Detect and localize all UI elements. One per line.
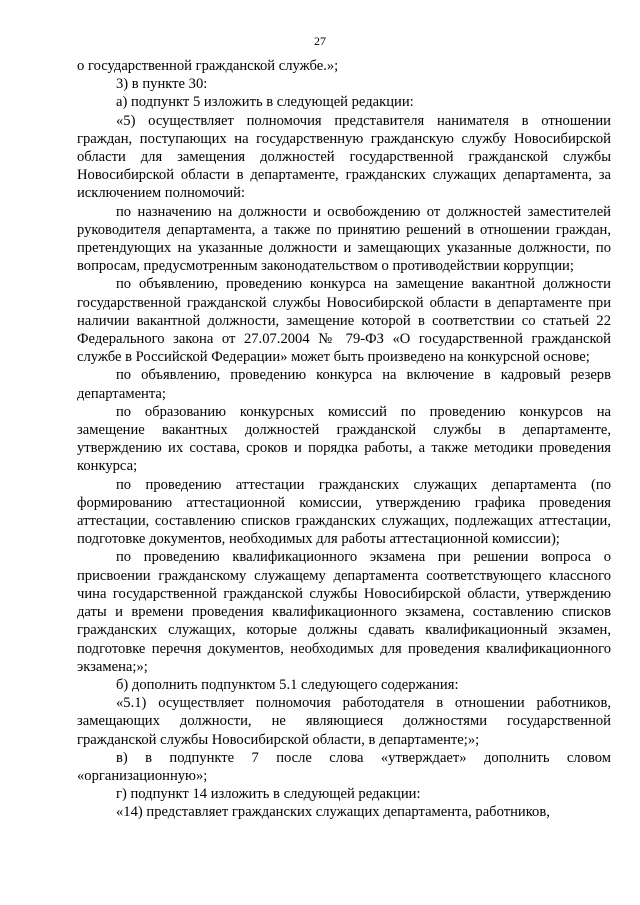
paragraph: г) подпункт 14 изложить в следующей редакции: <box>116 786 421 803</box>
paragraph: по объявлению, проведению конкурса на замещение вакантной должности государственной гражданской службы Новосибирской области в департаменте при наличии вакантной должности, замещение которой в соответствии со статьей 22 Федерального закона от 27.07.2004 № 79-ФЗ «О государственной гражданской службе в Российской Федерации» может быть произведено на конкурсной основе; <box>77 276 611 366</box>
paragraph: по проведению аттестации гражданских служащих департамента (по формированию аттестационной комиссии, утверждению графика проведения аттестации, составлению списков гражданских служащих, подлежащих аттестации, подготовке документов, необходимых для работы аттестационной комиссии); <box>77 476 611 548</box>
paragraph: по проведению квалификационного экзамена при решении вопроса о присвоении гражданскому служащему департамента соответствующего классного чина государственной гражданской службы Новосибирской области, утверждению даты и времени проведения квалификационного экзамена, составлению списков гражданских служащих, которые должны сдавать квалификационный экзамен, подготовке перечня документов, необходимых для проведения квалификационного экзамена;»; <box>77 549 611 675</box>
paragraph: в) в подпункте 7 после слова «утверждает» дополнить словом «организационную»; <box>77 749 611 784</box>
paragraph: 3) в пункте 30: <box>116 76 208 93</box>
paragraph: «14) представляет гражданских служащих департамента, работников, <box>116 804 550 821</box>
paragraph: б) дополнить подпунктом 5.1 следующего содержания: <box>116 676 459 693</box>
paragraph: по назначению на должности и освобождению от должностей заместителей руководителя департамента, а также по принятию решений в отношении граждан, претендующих на указанные должности и замещающих указанные должности, по вопросам, предусмотренным законодательством о противодействии коррупции; <box>77 203 611 275</box>
paragraph: а) подпункт 5 изложить в следующей редакции: <box>116 94 414 111</box>
document-body <box>77 57 611 822</box>
paragraph: о государственной гражданской службе.»; <box>77 58 339 74</box>
page-number: 27 <box>314 34 326 48</box>
paragraph: по образованию конкурсных комиссий по проведению конкурсов на замещение вакантных должностей гражданской службы в департаменте, утверждению их состава, сроков и порядка работы, а также методики проведения конкурса; <box>77 403 611 475</box>
paragraph: «5.1) осуществляет полномочия работодателя в отношении работников, замещающих должности, не являющиеся должностями государственной гражданской службы Новосибирской области, в департаменте;»; <box>77 695 611 748</box>
paragraph: по объявлению, проведению конкурса на включение в кадровый резерв департамента; <box>77 367 611 402</box>
paragraph: «5) осуществляет полномочия представителя нанимателя в отношении граждан, поступающих на государственную гражданскую службу Новосибирской области для замещения должностей государственной гражданской службы Новосибирской области в департаменте, гражданских служащих департамента, за исключением полномочий: <box>77 112 611 202</box>
